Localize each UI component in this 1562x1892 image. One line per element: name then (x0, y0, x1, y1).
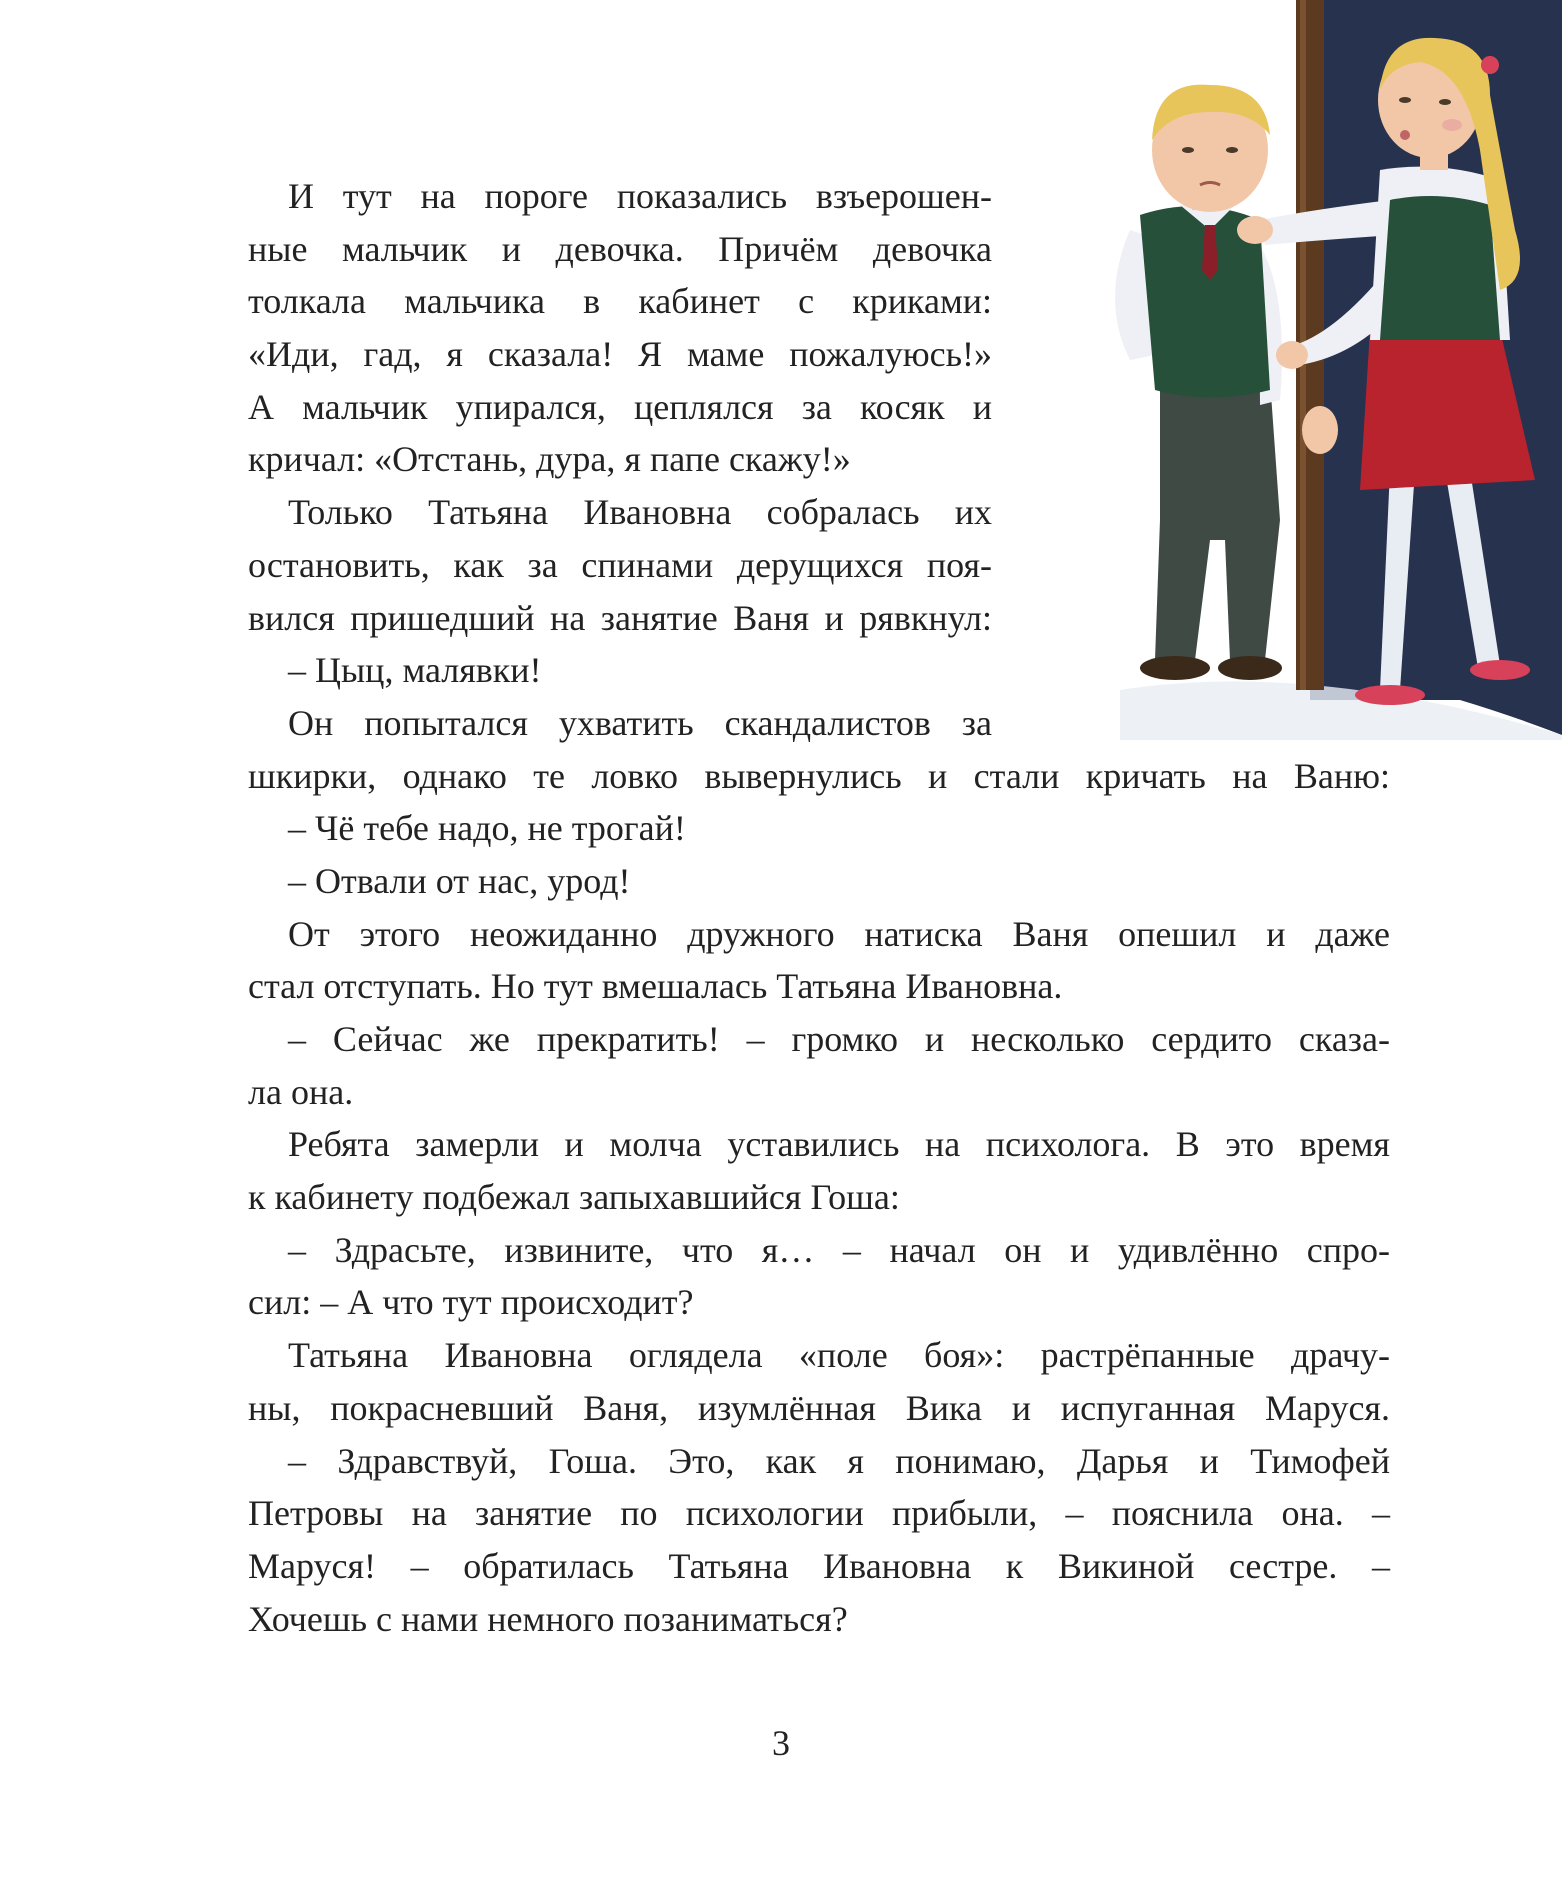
text-line: шкирки, однако те ловко вывернулись и стали кричать на Ваню: (248, 755, 1390, 796)
text-line: Петровы на занятие по психологии прибыли, – пояснила она. – (248, 1493, 1390, 1534)
text-line: Маруся! – обратилась Татьяна Ивановна к Викиной сестре. – (248, 1545, 1390, 1586)
text-line: Татьяна Ивановна оглядела «поле боя»: растрёпанные драчу- (288, 1335, 1390, 1376)
text-line: А мальчик упирался, цеплялся за косяк и (248, 386, 992, 427)
text-line: сил: – А что тут происходит? (248, 1282, 694, 1323)
text-line: остановить, как за спинами дерущихся поя- (248, 544, 992, 585)
text-line: И тут на пороге показались взъерошен- (288, 176, 992, 216)
text-line: – Здравствуй, Гоша. Это, как я понимаю, Дарья и Тимофей (288, 1440, 1390, 1481)
text-line: – Здрасьте, извините, что я… – начал он и удивлённо спро- (288, 1229, 1390, 1270)
text-line: Ребята замерли и молча уставились на психолога. В это время (288, 1124, 1390, 1165)
body-text (248, 170, 1390, 1645)
text-line: ла она. (248, 1071, 354, 1112)
text-line: – Сейчас же прекратить! – громко и несколько сердито сказа- (288, 1019, 1390, 1059)
text-line: вился пришедший на занятие Ваня и рявкнул: (248, 597, 992, 638)
text-line: «Иди, гад, я сказала! Я маме пожалуюсь!» (248, 334, 992, 375)
text-line: кричал: «Отстань, дура, я папе скажу!» (248, 439, 851, 480)
text-line: – Цыц, малявки! (288, 650, 542, 691)
text-line: – Отвали от нас, урод! (288, 860, 631, 901)
text-line: ны, покрасневший Ваня, изумлённая Вика и испуганная Маруся. (248, 1387, 1390, 1428)
text-line: – Чё тебе надо, не трогай! (288, 808, 686, 849)
page-number: 3 (772, 1723, 790, 1763)
text-line: Только Татьяна Ивановна собралась их (288, 492, 992, 533)
text-line: От этого неожиданно дружного натиска Ваня опешил и даже (288, 913, 1390, 954)
text-line: к кабинету подбежал запыхавшийся Гоша: (248, 1177, 900, 1218)
text-line: стал отступать. Но тут вмешалась Татьяна Ивановна. (248, 966, 1063, 1007)
text-line: ные мальчик и девочка. Причём девочка (248, 228, 992, 269)
text-line: толкала мальчика в кабинет с криками: (248, 281, 992, 322)
text-line: Хочешь с нами немного позаниматься? (248, 1598, 848, 1639)
text-line: Он попытался ухватить скандалистов за (288, 702, 992, 743)
